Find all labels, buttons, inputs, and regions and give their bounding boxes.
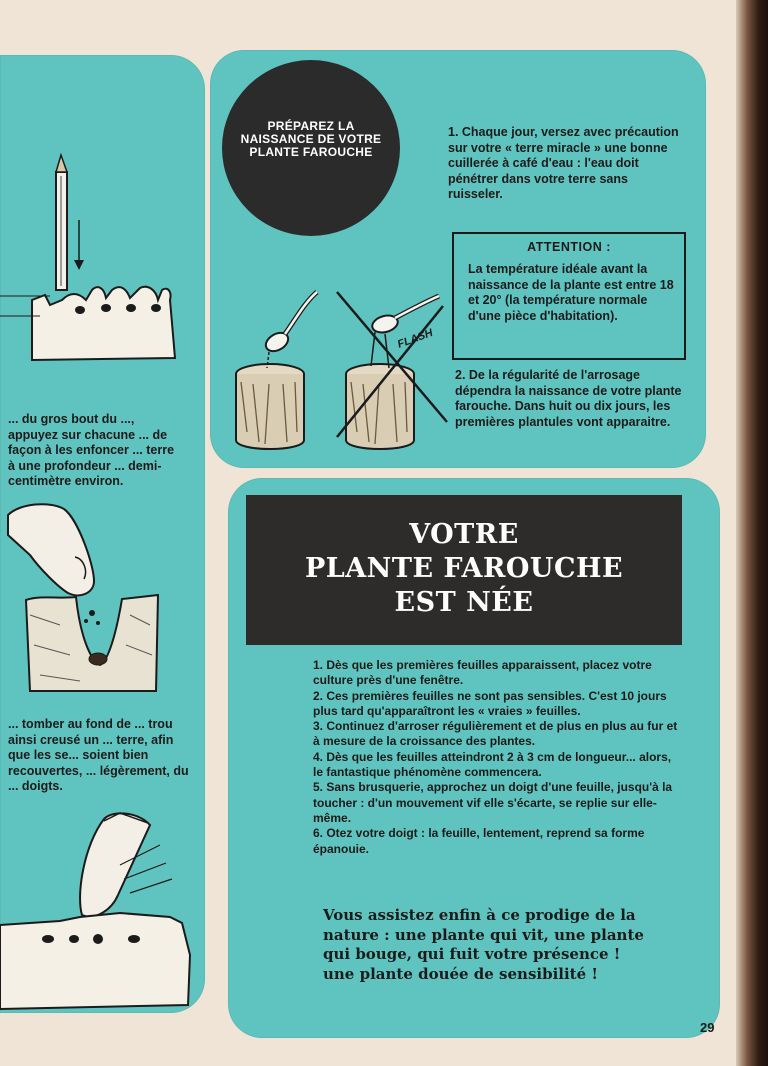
pencil-soil-illustration <box>0 150 200 365</box>
attention-title: ATTENTION : <box>527 240 611 254</box>
headline <box>246 518 682 620</box>
left-caption-2: ... tomber au fond de ... trou ainsi creusé un ... terre, afin que les se... soient bien recouvertes, ... légèrement, du ... doigts. <box>8 717 189 793</box>
flash-label: FLASH <box>395 327 435 351</box>
list-item: 6. Otez votre doigt : la feuille, lentement, reprend sa forme épanouie. <box>313 826 645 856</box>
page-number: 29 <box>700 1020 715 1035</box>
headline-line-1: VOTRE <box>409 519 519 550</box>
headline-line-2: PLANTE FAROUCHE <box>304 553 624 584</box>
finger-press-soil-illustration <box>0 805 205 1015</box>
book-spine-edge <box>736 0 768 1066</box>
attention-box <box>452 232 686 360</box>
headline-box <box>246 495 682 645</box>
left-caption-1: ... du gros bout du ..., appuyez sur chacune ... de façon à les enfoncer ... terre à une profondeur ... demi-centimètre environ. <box>8 412 175 488</box>
headline-line-3: EST NÉE <box>394 587 534 618</box>
conclusion-text: Vous assistez enfin à ce prodige de la nature : une plante qui vit, une plante qui bouge, qui fuit votre présence ! une plante douée de sensibilité ! <box>323 906 644 983</box>
watering-step-2: 2. De la régularité de l'arrosage dépendra la naissance de votre plante farouche. Dans huit ou dix jours, les premières plantules vont apparaitre. <box>455 368 682 429</box>
attention-text: La température idéale avant la naissance de la plante est entre 18 et 20° (la température normale d'une pièce d'habitation). <box>468 262 674 323</box>
list-item: 1. Dès que les premières feuilles apparaissent, placez votre culture près d'une fenêtre. <box>313 658 652 688</box>
plant-steps-list <box>313 658 678 857</box>
list-item: 4. Dès que les feuilles atteindront 2 à 3 cm de longueur... alors, le fantastique phénomène commencera. <box>313 749 672 780</box>
badge-title: PRÉPAREZ LA NAISSANCE DE VOTRE PLANTE FAROUCHE <box>240 119 382 159</box>
list-item: 2. Ces premières feuilles ne sont pas sensibles. C'est 10 jours plus tard qu'apparaîtront les « vraies » feuilles. <box>313 688 667 718</box>
spoon-watering-illustration <box>225 282 455 462</box>
list-item: 5. Sans brusquerie, approchez un doigt d'une feuille, jusqu'à la toucher : d'un mouvement vif elle s'écarte, se replie sur elle-même. <box>313 780 673 825</box>
list-item: 3. Continuez d'arroser régulièrement et de plus en plus au fur et à mesure de la croissance des plantes. <box>313 719 678 749</box>
finger-seed-illustration <box>0 495 200 695</box>
watering-step-1: 1. Chaque jour, versez avec précaution sur votre « terre miracle » une bonne cuillerée à café d'eau : l'eau doit pénétrer dans votre terre sans ruisseler. <box>448 125 679 201</box>
